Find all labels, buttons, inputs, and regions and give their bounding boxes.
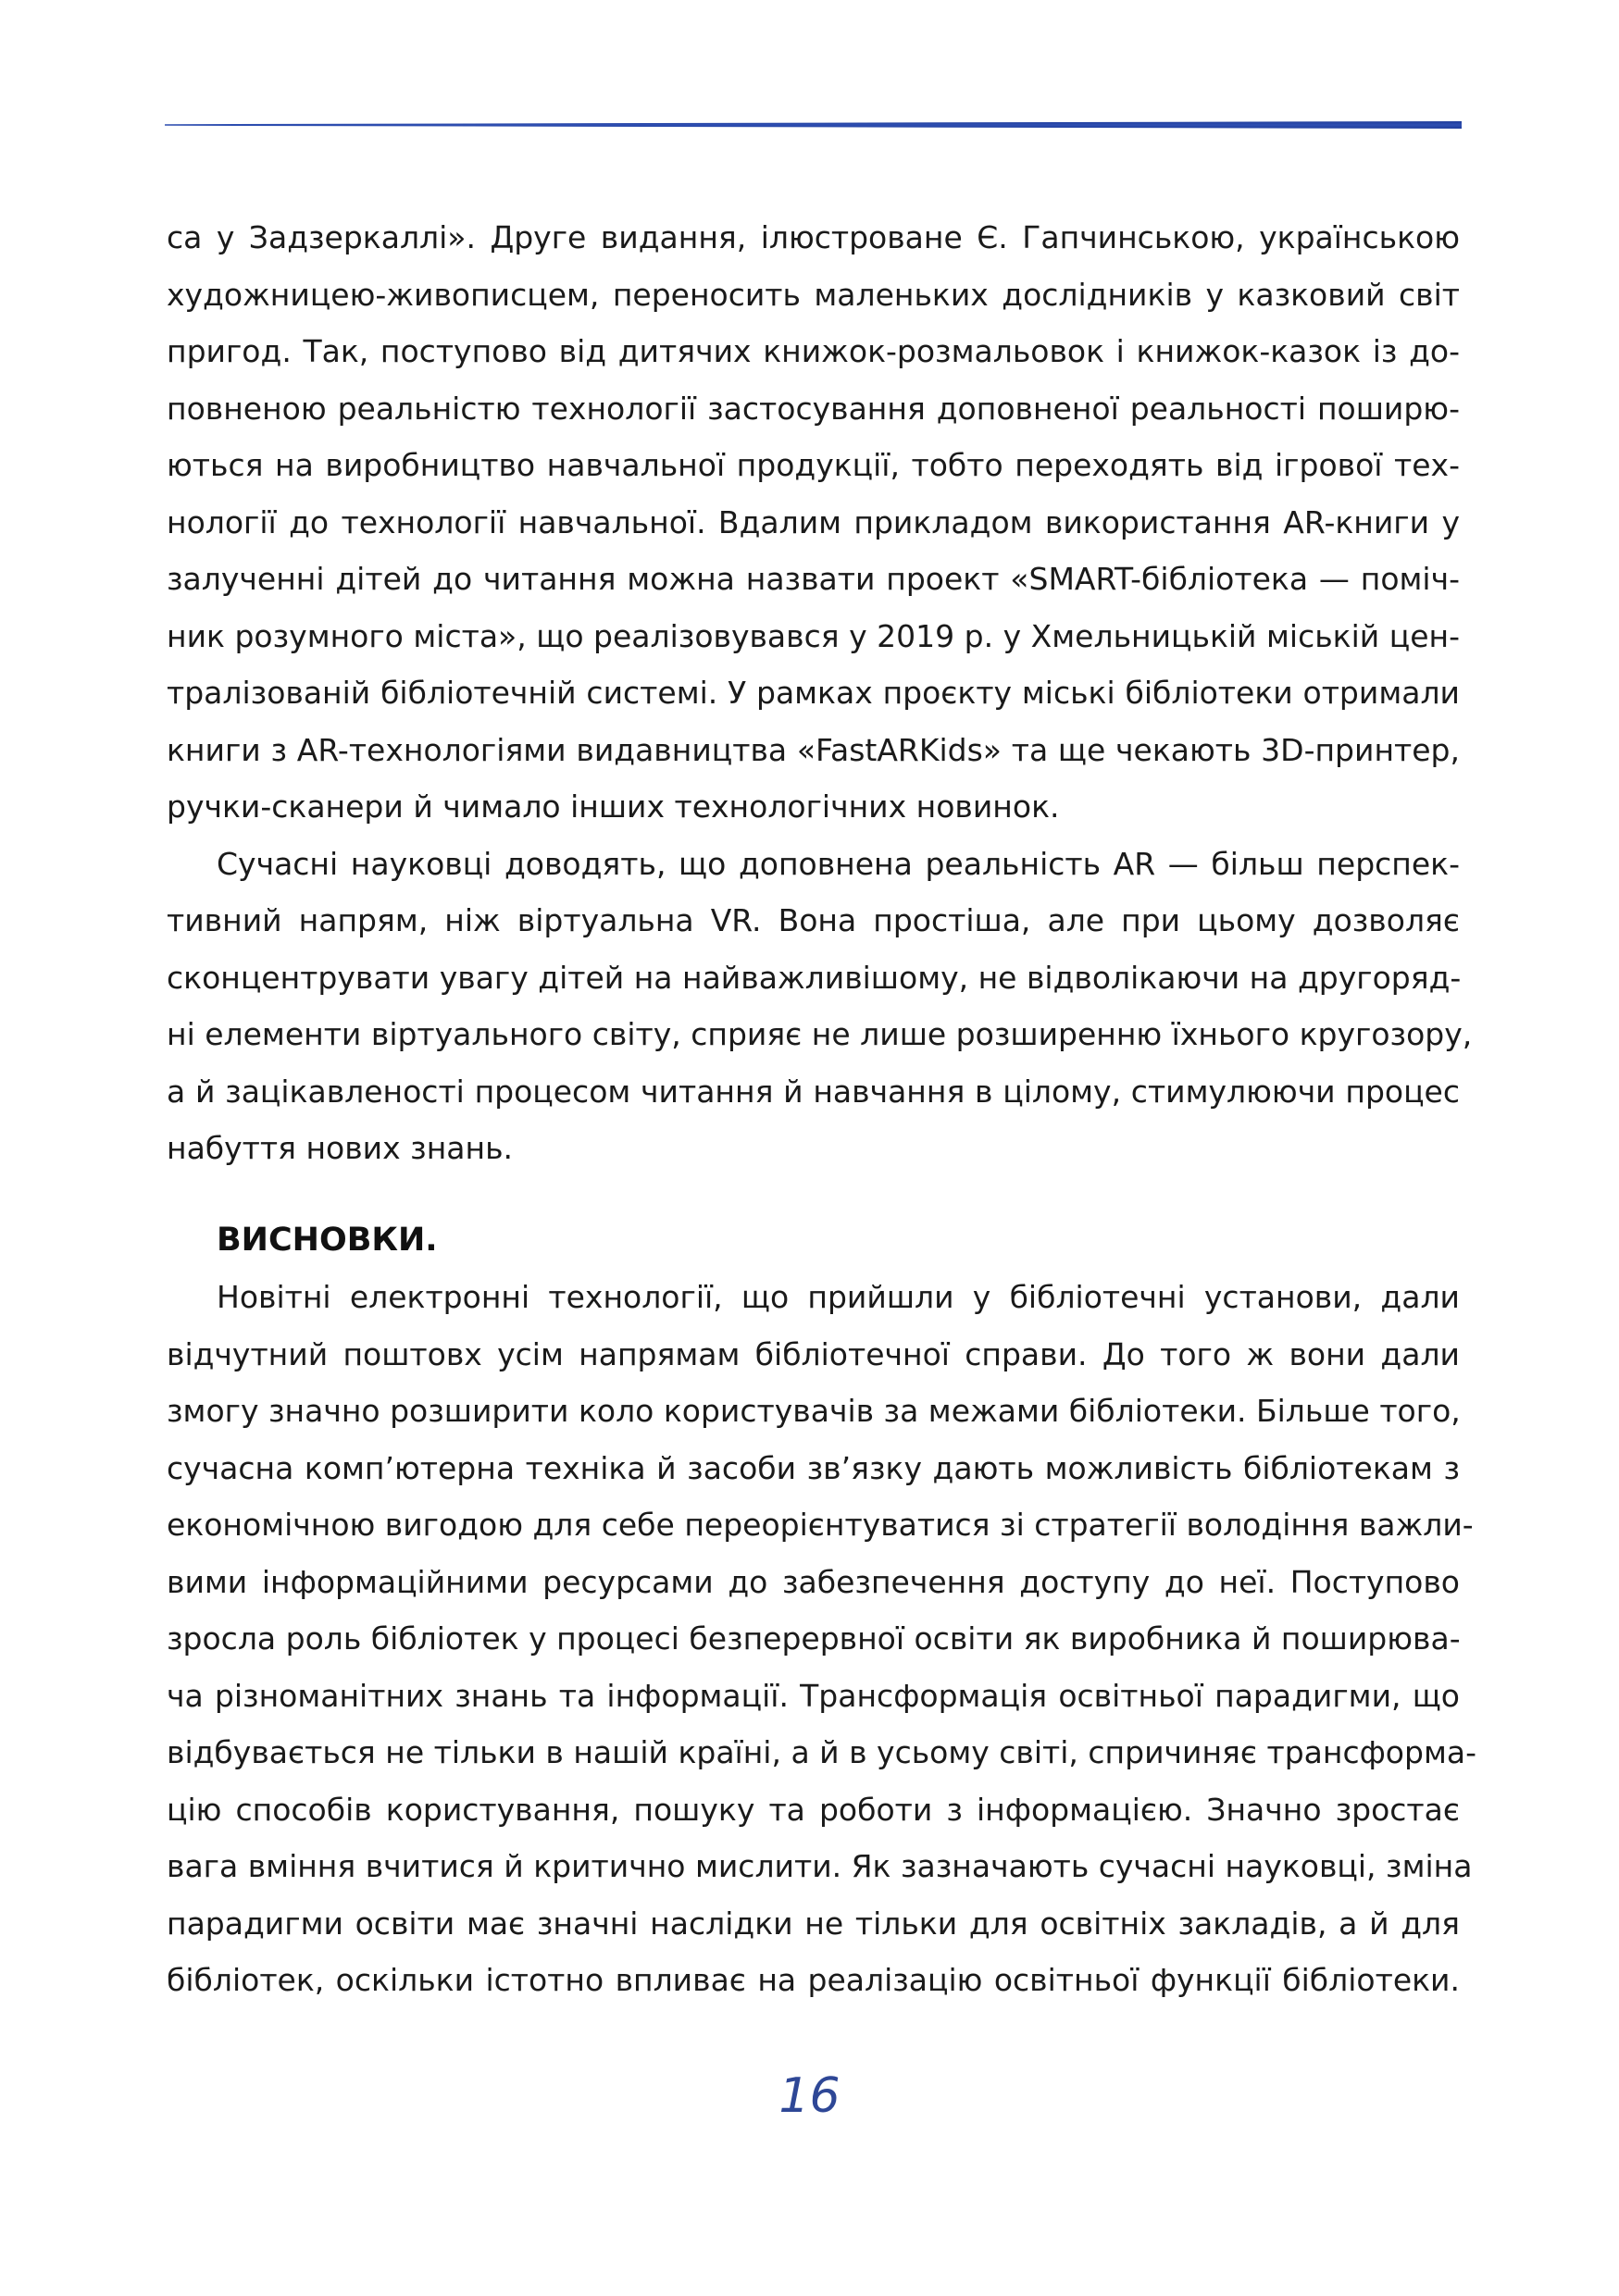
text-line: художницею-живописцем, переносить маленьких дослідників у казковий світ <box>167 276 1460 313</box>
text-line: Сучасні науковці доводять, що доповнена реальність AR — більш перспек- <box>217 845 1460 882</box>
page-number: 16 <box>778 2068 841 2124</box>
text-line: бібліотек, оскільки істотно впливає на реалізацію освітньої функції бібліотеки. <box>167 1962 1460 1998</box>
paragraph-3 <box>167 1269 1476 2009</box>
paragraph-1 <box>167 209 1460 836</box>
text-line: парадигми освіти має значні наслідки не тільки для освітніх закладів, а й для <box>167 1905 1460 1942</box>
header-rule <box>165 121 1462 129</box>
text-line: набуття нових знань. <box>167 1130 514 1166</box>
text-line: відбувається не тільки в нашій країні, а й в усьому світі, спричиняє трансформа- <box>167 1734 1476 1770</box>
text-line: вими інформаційними ресурсами до забезпечення доступу до неї. Поступово <box>167 1563 1460 1600</box>
text-line: тралізованій бібліотечній системі. У рамках проєкту міські бібліотеки отримали <box>167 675 1460 711</box>
text-line: а й зацікавленості процесом читання й навчання в цілому, стимулюючи процес <box>167 1073 1460 1110</box>
text-line: повненою реальністю технології застосування доповненої реальності поширю- <box>167 390 1460 427</box>
text-line: пригод. Так, поступово від дитячих книжок-розмальовок і книжок-казок із до- <box>167 333 1460 369</box>
text-line: змогу значно розширити коло користувачів за межами бібліотеки. Більше того, <box>167 1393 1461 1429</box>
text-line: ються на виробництво навчальної продукції, тобто переходять від ігрової тех- <box>167 447 1460 483</box>
text-line: цію способів користування, пошуку та роботи з інформацією. Значно зростає <box>167 1791 1460 1828</box>
paragraph-2 <box>167 836 1473 1177</box>
section-heading: ВИСНОВКИ. <box>217 1221 438 1259</box>
text-line: сучасна комп’ютерна техніка й засоби зв’язку дають можливість бібліотекам з <box>167 1449 1460 1486</box>
text-line: книги з AR-технологіями видавництва «FastARKids» та ще чекають 3D-принтер, <box>167 731 1460 768</box>
text-line: сконцентрувати увагу дітей на найважливішому, не відволікаючи на другоряд- <box>167 959 1462 996</box>
text-line: ручки-сканери й чимало інших технологічних новинок. <box>167 788 1060 825</box>
text-line: вага вміння вчитися й критично мислити. Як зазначають сучасні науковці, зміна <box>167 1848 1473 1884</box>
text-line: ні елементи віртуального світу, сприяє не лише розширенню їхнього кругозору, <box>167 1016 1473 1052</box>
text-line: тивний напрям, ніж віртуальна VR. Вона простіша, але при цьому дозволяє <box>167 902 1460 938</box>
text-line: залученні дітей до читання можна назвати проект «SMART-бібліотека — поміч- <box>167 561 1460 597</box>
text-line: са у Задзеркаллі». Друге видання, ілюстроване Є. Гапчинською, українською <box>167 219 1460 255</box>
text-line: відчутний поштовх усім напрямам бібліотечної справи. До того ж вони дали <box>167 1335 1460 1372</box>
text-line: економічною вигодою для себе переорієнтуватися зі стратегії володіння важли- <box>167 1507 1474 1543</box>
text-line: зросла роль бібліотек у процесі безперервної освіти як виробника й поширюва- <box>167 1620 1461 1657</box>
text-line: ча різноманітних знань та інформації. Трансформація освітньої парадигми, що <box>167 1677 1460 1714</box>
text-line: Новітні електронні технології, що прийшли у бібліотечні установи, дали <box>217 1279 1460 1315</box>
text-line: ник розумного міста», що реалізовувався у 2019 р. у Хмельницькій міській цен- <box>167 617 1460 654</box>
page-body <box>167 209 1476 2009</box>
text-line: нології до технології навчальної. Вдалим прикладом використання AR-книги у <box>167 503 1460 540</box>
